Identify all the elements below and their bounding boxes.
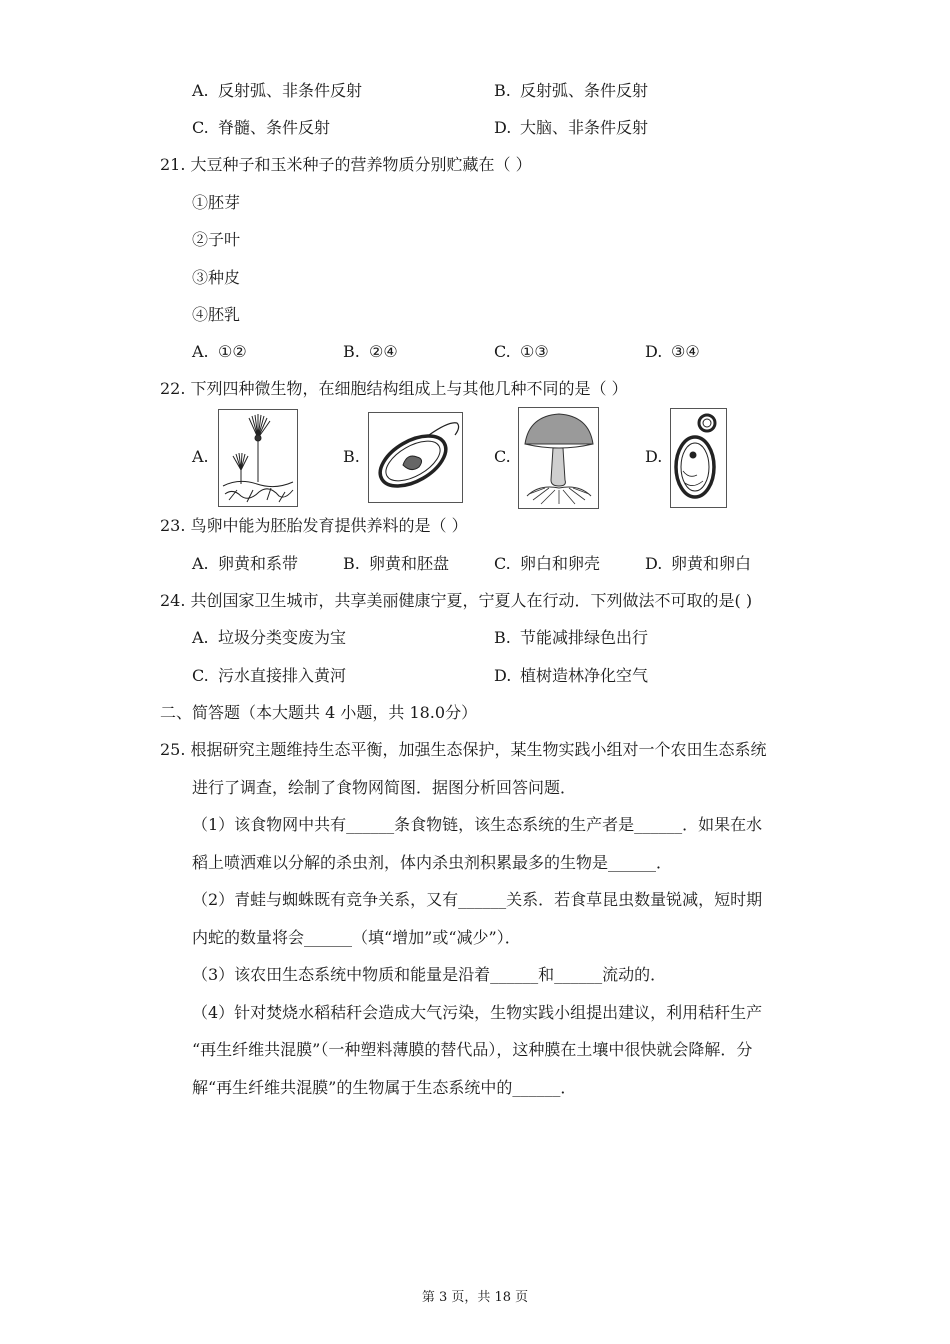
q23-stem: 23. 鸟卵中能为胚胎发育提供养料的是（ ） bbox=[160, 516, 468, 535]
section-title: 二、简答题（本大题共 4 小题，共 18.0分） bbox=[160, 703, 478, 722]
q24-option-b: B. 节能减排绿色出行 bbox=[494, 628, 649, 647]
penicillium-figure bbox=[218, 409, 298, 507]
q21-option-b: B. ②④ bbox=[343, 342, 398, 361]
q21-item: ①胚芽 bbox=[192, 193, 241, 212]
q24-stem: 24. 共创国家卫生城市，共享美丽健康宁夏，宁夏人在行动．下列做法不可取的是( ) bbox=[160, 591, 753, 610]
q22-option-c-label: C. bbox=[494, 447, 511, 466]
q24-option-a: A. 垃圾分类变废为宝 bbox=[192, 628, 347, 647]
mushroom-icon bbox=[519, 408, 598, 508]
q20-option-b: B. 反射弧、条件反射 bbox=[494, 81, 649, 100]
q23-option-b: B. 卵黄和胚盘 bbox=[343, 554, 450, 573]
q21-option-d: D. ③④ bbox=[645, 342, 700, 361]
q25-line: （2）青蛙与蜘蛛既有竞争关系，又有______关系．若食草昆虫数量锐减，短时期 bbox=[192, 890, 763, 909]
q24-option-c: C. 污水直接排入黄河 bbox=[192, 666, 347, 685]
q21-stem: 21. 大豆种子和玉米种子的营养物质分别贮藏在（ ） bbox=[160, 155, 532, 174]
q22-option-d-label: D. bbox=[645, 447, 663, 466]
q25-line: （4）针对焚烧水稻秸秆会造成大气污染，生物实践小组提出建议，利用秸秆生产 bbox=[192, 1003, 763, 1022]
yeast-cell-icon bbox=[671, 409, 726, 507]
page-footer: 第 3 页，共 18 页 bbox=[421, 1290, 529, 1305]
q25-line: “再生纤维共混膜”（一种塑料薄膜的替代品），这种膜在土壤中很快就会降解．分 bbox=[192, 1040, 753, 1059]
q20-option-c: C. 脊髓、条件反射 bbox=[192, 118, 331, 137]
q25-line: （1）该食物网中共有______条食物链，该生态系统的生产者是______．如果在水 bbox=[192, 815, 763, 834]
q21-item: ②子叶 bbox=[192, 230, 241, 249]
q23-option-c: C. 卵白和卵壳 bbox=[494, 554, 601, 573]
bacterium-figure bbox=[368, 412, 463, 503]
q25-line: 25. 根据研究主题维持生态平衡，加强生态保护，某生物实践小组对一个农田生态系统 bbox=[160, 740, 767, 759]
q20-option-a: A. 反射弧、非条件反射 bbox=[192, 81, 363, 100]
q25-line: 进行了调查，绘制了食物网简图．据图分析回答问题． bbox=[192, 778, 577, 797]
q21-option-a: A. ①② bbox=[192, 342, 247, 361]
mushroom-figure bbox=[518, 407, 599, 509]
q25-line: （3）该农田生态系统中物质和能量是沿着______和______流动的． bbox=[192, 965, 667, 984]
penicillium-mold-icon bbox=[219, 410, 297, 506]
q20-option-d: D. 大脑、非条件反射 bbox=[494, 118, 649, 137]
q22-option-b-label: B. bbox=[343, 447, 360, 466]
q25-line: 解“再生纤维共混膜”的生物属于生态系统中的______． bbox=[192, 1078, 577, 1097]
q21-item: ④胚乳 bbox=[192, 305, 241, 324]
q25-line: 稻上喷洒难以分解的杀虫剂，体内杀虫剂积累最多的生物是______． bbox=[192, 853, 673, 872]
q25-line: 内蛇的数量将会______（填“增加”或“减少”）． bbox=[192, 928, 521, 947]
q21-option-c: C. ①③ bbox=[494, 342, 549, 361]
q23-option-a: A. 卵黄和系带 bbox=[192, 554, 299, 573]
bacterium-icon bbox=[369, 413, 462, 502]
q24-option-d: D. 植树造林净化空气 bbox=[494, 666, 649, 685]
q22-option-a-label: A. bbox=[192, 447, 209, 466]
q22-stem: 22. 下列四种微生物，在细胞结构组成上与其他几种不同的是（ ） bbox=[160, 379, 628, 398]
yeast-figure bbox=[670, 408, 727, 508]
q23-option-d: D. 卵黄和卵白 bbox=[645, 554, 752, 573]
q21-item: ③种皮 bbox=[192, 268, 241, 287]
